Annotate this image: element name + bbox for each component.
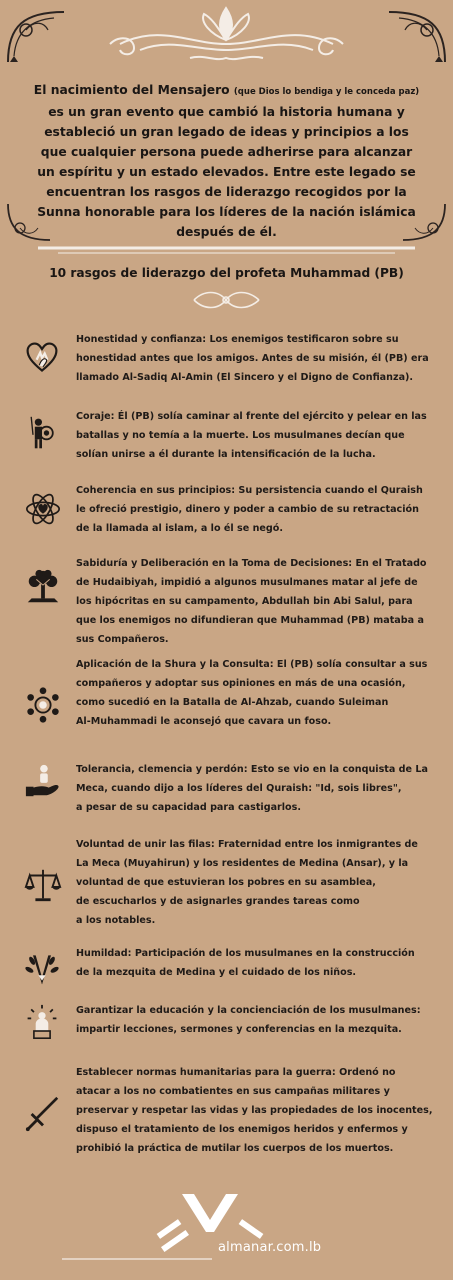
person-hand-icon (24, 762, 64, 802)
intro-heading: El nacimiento del Mensajero (33, 83, 230, 97)
trait-text: Honestidad y confianza: Los enemigos testificaron sobre su honestidad antes que los amigos. Antes de su misión, él (PB) era llamado Al-Sadiq Al-Amin (El Sincero y el Digno de Confianza). (76, 334, 429, 383)
top-fleur-ornament-icon (100, 4, 353, 66)
teacher-icon (24, 1004, 64, 1044)
corner-ornament-top-left-icon (4, 6, 74, 66)
trait-text: Garantizar la educación y la concienciación de los musulmanes: impartir lecciones, sermones y conferencias en la mezquita. (76, 1005, 421, 1035)
scales-icon (24, 866, 64, 906)
intro-paragraph (30, 80, 423, 242)
section-divider-icon (38, 240, 415, 254)
trait-text: Sabiduría y Deliberación en la Toma de Decisiones: En el Tratado de Hudaibiyah, impidió a algunos musulmanes matar al jefe de los hipócritas en su campamento, Abdullah bin Abi Salul, para que los enemigos no difundieran que Muhammad (PB) mataba a sus Compañeros. (76, 558, 427, 645)
intro-honorific: (que Dios lo bendiga y le conceda paz) (233, 87, 420, 97)
wheat-icon (24, 950, 64, 990)
trait-text: Aplicación de la Shura y la Consulta: El (PB) solía consultar a sus compañeros y adoptar sus opiniones en más de una ocasión, como sucedió en la Batalla de Al-Ahzab, cuando Suleiman Al-Muhammadi le aconsejó que cavara un foso. (76, 659, 428, 727)
subtitle: 10 rasgos de liderazgo del profeta Muhammad (PB) (49, 266, 404, 280)
sword-icon (24, 1095, 64, 1135)
trait-text: Coherencia en sus principios: Su persistencia cuando el Quraish le ofreció prestigio, dinero y poder a cambio de su retractación de la llamada al islam, a lo él se negó. (76, 485, 423, 534)
site-url: almanar.com.lb (218, 1240, 322, 1255)
tree-icon (24, 568, 64, 608)
trait-text: Voluntad de unir las filas: Fraternidad entre los inmigrantes de La Meca (Muyahirun) y los residentes de Medina (Ansar), y la voluntad de que estuvieran los pobres en su asamblea, de escucharlos y de asignarles grandes tareas como a los notables. (76, 839, 418, 926)
trait-text: Tolerancia, clemencia y perdón: Esto se vio en la conquista de La Meca, cuando dijo a los líderes del Quraish: "Id, sois libres", a pesar de su capacidad para castigarlos. (76, 764, 428, 813)
heart-hand-icon (24, 340, 64, 380)
trait-text: Coraje: Él (PB) solía caminar al frente del ejército y pelear en las batallas y no temía a la muerte. Los musulmanes decían que solían unirse a él durante la intensificación de la lucha. (76, 411, 427, 460)
trait-text: Establecer normas humanitarias para la guerra: Ordenó no atacar a los no combatientes en sus campañas militares y preservar y respetar las vidas y las propiedades de los inocentes, dispuso el tratamiento de los enemigos heridos y enfermos y prohibió la práctica de mutilar los cuerpos de los muertos. (76, 1067, 433, 1154)
swirl-ornament-icon (190, 284, 263, 318)
intro-body: es un gran evento que cambió la historia humana y estableció un gran legado de ideas y principios a los que cualquier persona puede adherirse para alcanzar un espíritu y un estado elevados. Entre este legado se encuentran los rasgos de liderazgo recogidos por la Sunna honorable para los líderes de la nación islámica después de él. (37, 105, 416, 239)
atom-heart-icon (24, 490, 64, 530)
corner-ornament-top-right-icon (379, 6, 449, 66)
group-circle-icon (24, 686, 64, 726)
warrior-icon (24, 415, 64, 455)
trait-text: Humildad: Participación de los musulmanes en la construcción de la mezquita de Medina y el cuidado de los niños. (76, 948, 415, 978)
